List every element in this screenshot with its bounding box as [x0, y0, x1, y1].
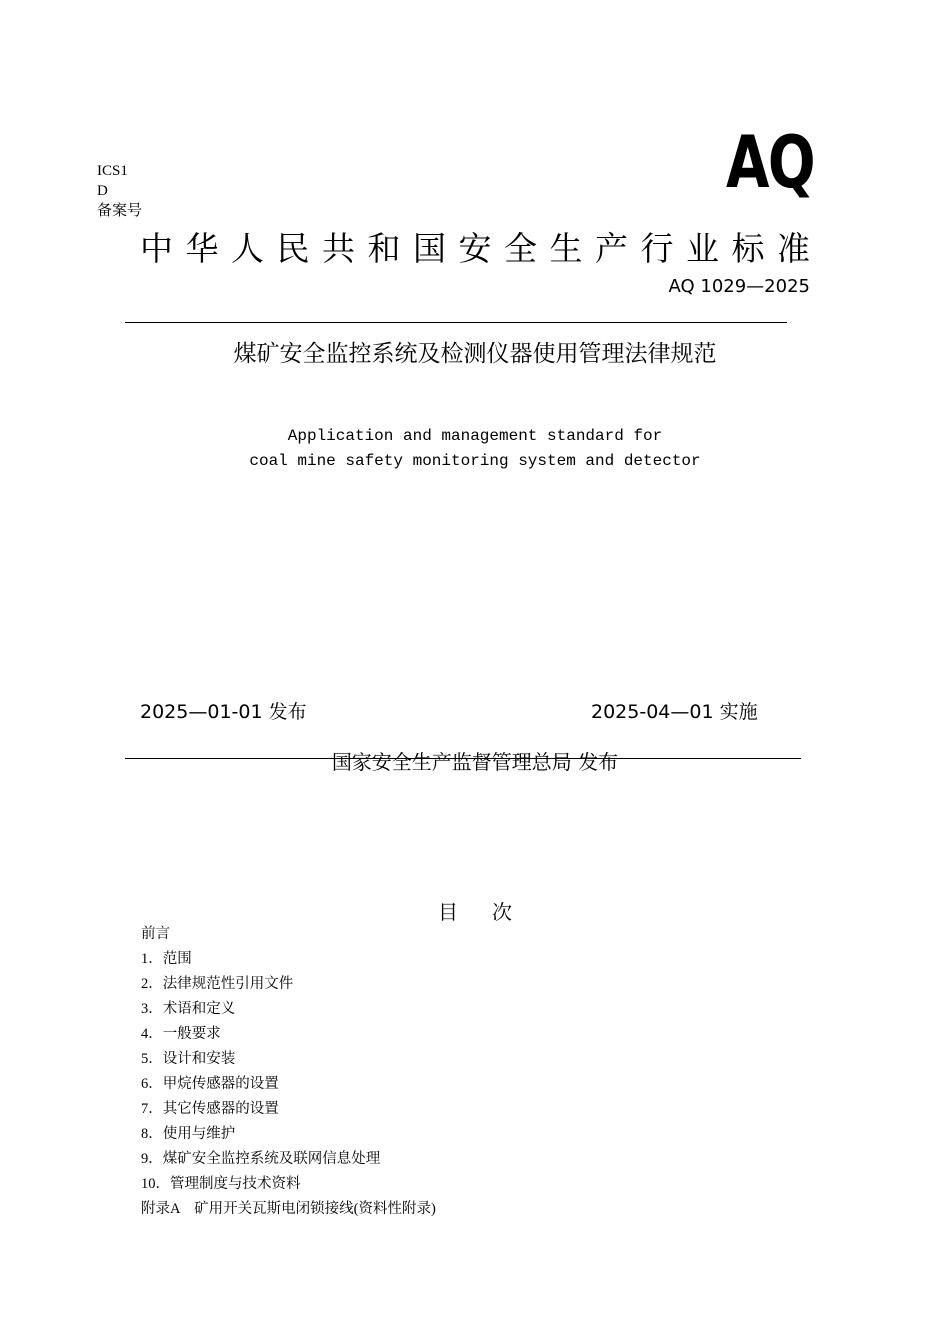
toc-item[interactable]: 4．一般要求: [141, 1026, 221, 1042]
aq-logo: AQ: [726, 120, 815, 204]
top-divider: [125, 322, 787, 323]
publisher: [0, 746, 950, 775]
issue-date: 2025—01-01 发布: [140, 701, 307, 723]
toc-item[interactable]: 10．管理制度与技术资料: [141, 1176, 301, 1192]
document-title-en-line2: coal mine safety monitoring system and detector: [249, 452, 701, 470]
implementation-date: 2025-04—01 实施: [591, 701, 758, 723]
toc-heading: 目次: [438, 900, 546, 924]
standard-number: AQ 1029—2025: [668, 276, 810, 297]
toc-item[interactable]: 8．使用与维护: [141, 1126, 236, 1142]
toc-item[interactable]: 1．范围: [141, 951, 192, 967]
classification-block: [97, 161, 142, 221]
toc-item[interactable]: 7．其它传感器的设置: [141, 1101, 279, 1117]
category-code: D: [97, 183, 108, 199]
document-title-cn: 煤矿安全监控系统及检测仪器使用管理法律规范: [233, 341, 717, 367]
ics-code: ICS1: [97, 163, 128, 179]
toc-item[interactable]: 附录A 矿用开关瓦斯电闭锁接线(资料性附录): [141, 1201, 436, 1217]
toc-list: [141, 922, 436, 1222]
document-title-en-line1: Application and management standard for: [287, 427, 663, 445]
toc-item[interactable]: 3．术语和定义: [141, 1001, 236, 1017]
publisher-text: 国家安全生产监督管理总局 发布: [331, 750, 619, 774]
standard-title: 中华人民共和国安全生产行业标准: [140, 229, 823, 268]
filing-number-label: 备案号: [97, 203, 143, 219]
toc-item[interactable]: 2．法律规范性引用文件: [141, 976, 294, 992]
toc-item[interactable]: 5．设计和安装: [141, 1051, 236, 1067]
toc-item[interactable]: 前言: [141, 926, 170, 942]
toc-item[interactable]: 6．甲烷传感器的设置: [141, 1076, 279, 1092]
toc-item[interactable]: 9．煤矿安全监控系统及联网信息处理: [141, 1151, 381, 1167]
document-title-en: [0, 424, 950, 474]
